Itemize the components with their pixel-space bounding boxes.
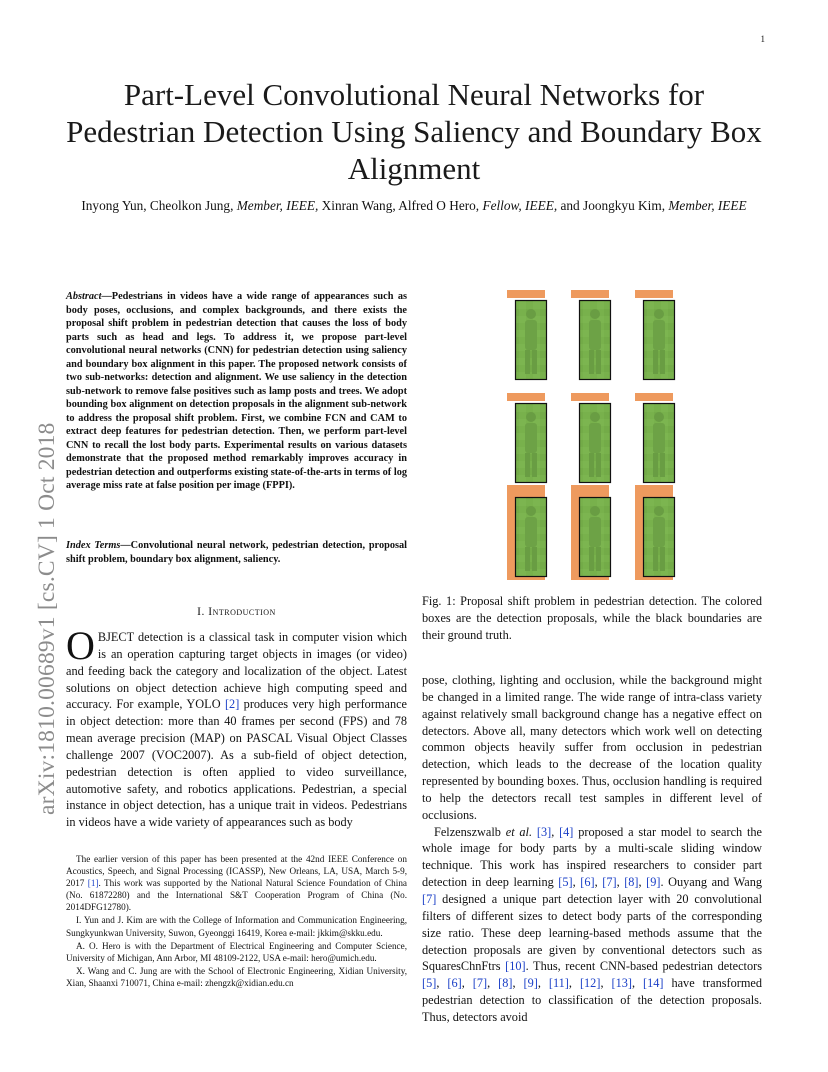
figure-cell bbox=[507, 393, 547, 483]
citation-link[interactable]: [9] bbox=[523, 976, 538, 991]
footnote: I. Yun and J. Kim are with the College of Information and Communication Engineering, Sungkyunkwan University, Suwon, Gyeonggi 16419, Korea e-mail: jkkim@skku.edu. bbox=[66, 915, 407, 938]
footnote: A. O. Hero is with the Department of Electrical Engineering and Computer Science, University of Michigan, Ann Arbor, MI 48109-2122, USA e-mail: hero@umich.edu. bbox=[66, 940, 407, 963]
authors-part-3: and Joongkyu Kim, bbox=[557, 198, 669, 213]
figure-cell bbox=[635, 290, 675, 380]
text-run: , bbox=[487, 976, 499, 991]
section-heading bbox=[66, 606, 407, 618]
citation-link[interactable]: [9] bbox=[646, 875, 661, 890]
citation-link[interactable]: [1] bbox=[87, 878, 99, 889]
citation-link[interactable]: [7] bbox=[472, 976, 488, 991]
text-run: et al. bbox=[505, 824, 533, 839]
intro-paragraph bbox=[66, 623, 408, 831]
text-run: . Thus, recent CNN-based pedestrian detectors bbox=[525, 959, 762, 974]
arxiv-stamp: arXiv:1810.00689v1 [cs.CV] 1 Oct 2018 bbox=[34, 422, 60, 815]
citation-link[interactable]: [11] bbox=[548, 976, 569, 991]
citation-link[interactable]: [5] bbox=[422, 976, 437, 991]
footnote bbox=[66, 853, 407, 913]
abstract-label: Abstract bbox=[66, 291, 102, 302]
text-run: , bbox=[551, 824, 560, 839]
text-run: have transformed pedestrian detection to classification of the detection proposals. Thus, detectors avoid bbox=[422, 976, 763, 1024]
text-run: , bbox=[638, 875, 647, 890]
text-run: , bbox=[572, 875, 581, 890]
page-number: 1 bbox=[760, 34, 765, 44]
text-run: , bbox=[600, 976, 612, 991]
text-run: Felzenszwalb bbox=[434, 824, 506, 839]
text-run: , bbox=[461, 976, 473, 991]
text-run: , bbox=[568, 976, 580, 991]
text-run: . Ouyang and Wang bbox=[660, 875, 763, 890]
drop-cap: O bbox=[66, 623, 95, 668]
figure-cell bbox=[507, 290, 547, 380]
paragraph bbox=[422, 824, 762, 1026]
index-terms-text: —Convolutional neural network, pedestrian detection, proposal shift problem, boundary box alignment, saliency. bbox=[66, 540, 407, 565]
text-run: designed a unique part detection layer with 20 convolutional filters of different sizes to detect body parts of the corresponding size ratio. These deep learning-based methods assume that the detection proposals are given by conventional detectors such as SquaresChnFtrs bbox=[422, 891, 762, 974]
figure-1-caption: Fig. 1: Proposal shift problem in pedestrian detection. The colored boxes are the detection proposals, while the black boundaries are their ground truth. bbox=[422, 594, 762, 642]
citation-link[interactable]: [6] bbox=[447, 976, 462, 991]
section-title: Introduction bbox=[208, 606, 276, 618]
figure-cell bbox=[571, 485, 611, 580]
text-run: , bbox=[436, 976, 448, 991]
index-terms bbox=[66, 539, 407, 566]
abstract bbox=[66, 290, 407, 493]
citation-link[interactable]: [7] bbox=[602, 875, 617, 890]
text-run: , bbox=[537, 976, 549, 991]
citation-link[interactable]: [12] bbox=[579, 976, 601, 991]
text-run: , bbox=[512, 976, 524, 991]
author-membership-2: Member, IEEE bbox=[668, 198, 747, 213]
figure-cell bbox=[635, 485, 675, 580]
text-run: , bbox=[631, 976, 643, 991]
author-fellowship: Fellow, IEEE, bbox=[482, 198, 558, 213]
authors-part-1: Inyong Yun, Cheolkon Jung, bbox=[81, 198, 237, 213]
footnote-text: . This work was supported by the National Natural Science Foundation of China (No. 61872280) and the International S&T Cooperation Program of China (No. 2014DFG12780). bbox=[66, 878, 407, 913]
text-run: , bbox=[594, 875, 603, 890]
footnote-text: The earlier version of this paper has been presented at the 42nd IEEE Conference on Acoustics, Speech, and Signal Processing (ICASSP), New Orleans, LA, USA, March 5-9, 2017 bbox=[66, 854, 407, 889]
figure-cell bbox=[571, 290, 611, 380]
figure-cell bbox=[571, 393, 611, 483]
index-terms-label: Index Terms bbox=[66, 540, 121, 551]
citation-link[interactable]: [2] bbox=[224, 697, 240, 712]
text-run: , bbox=[616, 875, 625, 890]
section-number: I. bbox=[197, 606, 209, 618]
citation-link[interactable]: [4] bbox=[559, 824, 574, 839]
figure-cell bbox=[507, 485, 547, 580]
intro-text-1: BJECT detection is a classical task in computer vision which is an operation capturing target objects in images (or video) and feeding back the category and localization of the object. Latest solutions on object detection achieve high computing speed and accuracy. For example, YOLO bbox=[66, 630, 407, 712]
text-run: proposed a star model to search the whole image for body parts by a multi-scale sliding window technique. This work has inspired researchers to consider part detection in deep learning bbox=[422, 824, 762, 890]
intro-text-2: produces very high performance in object detection: more than 40 frames per second (FPS) and 78 mean average precision (MAP) on PASCAL Visual Object Classes challenge 2007 (VOC2007). As a sub-field of object detection, pedestrian detection is often applied to video surveillance, automotive safety, and robotics applications. Pedestrian, a special instance in object detection, has a unique trait in videos. Pedestrians in videos have a wide variety of appearances such as body bbox=[66, 697, 408, 830]
authors-part-2: Xinran Wang, Alfred O Hero, bbox=[318, 198, 483, 213]
citation-link[interactable]: [3] bbox=[536, 824, 552, 839]
citation-link[interactable]: [6] bbox=[580, 875, 595, 890]
author-list bbox=[70, 197, 758, 215]
abstract-text: —Pedestrians in videos have a wide range of appearances such as body poses, occlusions, and complex backgrounds, and there exists the proposal shift problem in pedestrian detection that causes the loss of body parts such as head and legs. To address it, we propose part-level convolutional neural networks (CNN) for pedestrian detection using saliency and boundary box alignment in this paper. The proposed network consists of two sub-networks: detection and alignment. We use saliency in the detection sub-network to remove false positives such as lamp posts and trees. We adopt bounding box alignment on detection proposals in the alignment sub-network to address the proposal shift problem. First, we combine FCN and CAM to extract deep features for pedestrian detection. Then, we perform part-level CNN to recall the lost body parts. Experimental results on various datasets demonstrate that the proposed method remarkably improves accuracy in pedestrian detection and outperforms existing state-of-the-arts in terms of log average miss rate at false position per image (FPPI). bbox=[66, 291, 407, 491]
citation-link[interactable]: [10] bbox=[505, 959, 526, 974]
paper-title: Part-Level Convolutional Neural Networks for Pedestrian Detection Using Saliency and Boundary Box Alignment bbox=[66, 77, 762, 186]
paragraph: pose, clothing, lighting and occlusion, while the background might be changed in a limited range. The wide range of intra-class variety against relatively small background change has a negative effect on detectors. Above all, many detectors which work well on detecting common objects heavily suffer from occlusion in pedestrian detection, which leads to the decrease of the location quality represented by bounding boxes. Thus, occlusion handling is required to help the detectors recall test samples in different level of occlusions. bbox=[422, 673, 762, 822]
footnotes bbox=[66, 853, 407, 990]
citation-link[interactable]: [5] bbox=[558, 875, 573, 890]
citation-link[interactable]: [14] bbox=[643, 976, 664, 991]
figure-1-image bbox=[505, 288, 677, 583]
citation-link[interactable]: [8] bbox=[498, 976, 513, 991]
citation-link[interactable]: [7] bbox=[422, 891, 437, 906]
footnote: X. Wang and C. Jung are with the School of Electronic Engineering, Xidian University, Xian, Shaanxi 710071, China e-mail: zhengzk@xidian.edu.cn bbox=[66, 965, 407, 988]
citation-link[interactable]: [8] bbox=[624, 875, 639, 890]
right-column-text bbox=[422, 672, 762, 1026]
author-membership-1: Member, IEEE, bbox=[236, 198, 319, 213]
figure-cell bbox=[635, 393, 675, 483]
citation-link[interactable]: [13] bbox=[611, 976, 632, 991]
